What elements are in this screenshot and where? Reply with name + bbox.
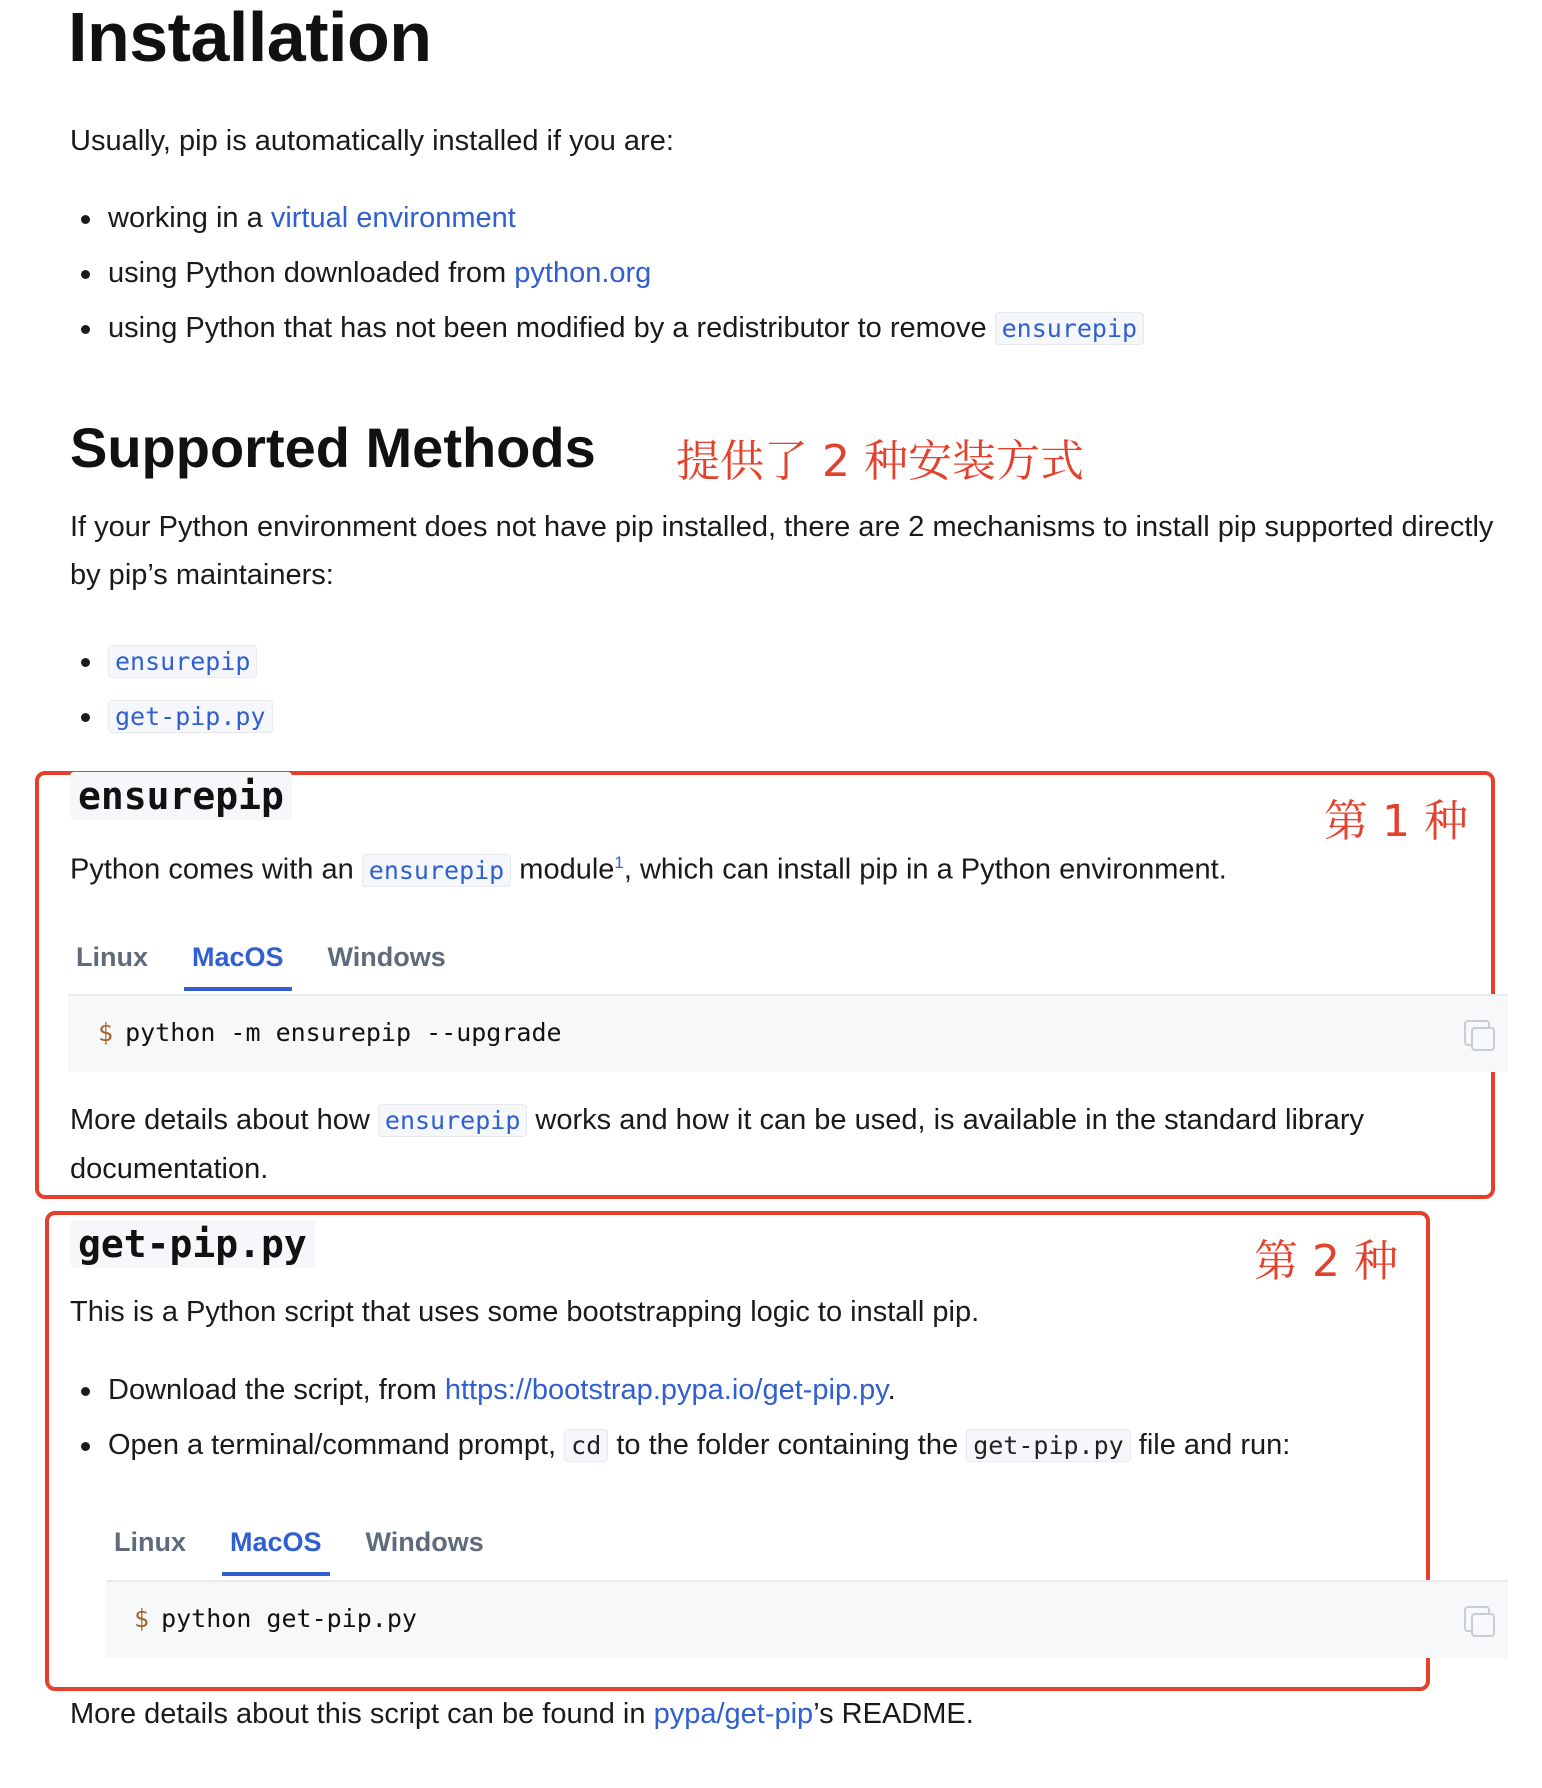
get-pip-steps-list: [70, 1363, 1290, 1473]
get-pip-more-details: More details about this script can be found in pypa/get-pip’s README.: [70, 1698, 974, 1730]
list-item: [70, 689, 273, 744]
list-item: Download the script, from https://bootstrap.pypa.io/get-pip.py.: [70, 1363, 1290, 1418]
ensurepip-heading: ensurepip: [70, 772, 292, 820]
get-pip-os-tabs: [106, 1527, 520, 1576]
virtual-environment-link[interactable]: virtual environment: [270, 202, 516, 234]
list-item: using Python downloaded from python.org: [70, 246, 1144, 301]
list-item: [70, 634, 273, 689]
cd-code: cd: [564, 1429, 608, 1462]
get-pip-method-link[interactable]: get-pip.py: [108, 700, 273, 733]
get-pip-readme-link[interactable]: pypa/get-pip: [653, 1698, 814, 1730]
ensurepip-code-block: [68, 994, 1508, 1072]
ensurepip-code: ensurepip: [362, 854, 511, 887]
get-pip-heading: get-pip.py: [70, 1220, 315, 1268]
annotation-method-1: 第 1 种: [1324, 796, 1468, 847]
supported-methods-heading: Supported Methods: [70, 416, 596, 479]
ensurepip-code: ensurepip: [995, 312, 1144, 345]
bootstrap-link[interactable]: https://bootstrap.pypa.io/get-pip.py: [444, 1374, 888, 1406]
annotation-two-methods: 提供了 2 种安装方式: [676, 436, 1084, 487]
ensurepip-os-tabs: [68, 942, 482, 991]
tab-windows[interactable]: Windows: [327, 942, 446, 972]
shell-prompt: $: [134, 1604, 150, 1633]
copy-icon[interactable]: [1464, 1606, 1490, 1632]
copy-icon[interactable]: [1464, 1020, 1490, 1046]
supported-methods-para: If your Python environment does not have pip installed, there are 2 mechanisms to install pip supported directly by pip’s maintainers:: [70, 511, 1494, 591]
get-pip-code: get-pip.py: [966, 1429, 1131, 1462]
install-intro: Usually, pip is automatically installed if you are:: [70, 125, 674, 157]
tab-linux[interactable]: Linux: [114, 1527, 186, 1557]
footnote-link[interactable]: 1: [614, 853, 624, 872]
install-conditions-list: [70, 191, 1144, 356]
ensurepip-more-details: More details about how ensurepip works and how it can be used, is available in the standard library documentation.: [70, 1104, 1364, 1185]
get-pip-para: This is a Python script that uses some bootstrapping logic to install pip.: [70, 1296, 980, 1328]
list-item: using Python that has not been modified by a redistributor to remove ensurepip: [70, 301, 1144, 356]
methods-list: [70, 634, 273, 744]
tab-macos[interactable]: MacOS: [222, 1527, 330, 1576]
annotation-method-2: 第 2 种: [1254, 1236, 1398, 1287]
tab-macos[interactable]: MacOS: [184, 942, 292, 991]
tab-linux[interactable]: Linux: [76, 942, 148, 972]
ensurepip-method-link[interactable]: ensurepip: [108, 645, 257, 678]
page-title: Installation: [68, 0, 432, 76]
list-item: Open a terminal/command prompt, cd to the folder containing the get-pip.py file and run:: [70, 1418, 1290, 1473]
get-pip-code-block: [106, 1580, 1508, 1658]
command-text: python -m ensurepip --upgrade: [125, 1018, 562, 1047]
list-item: working in a virtual environment: [70, 191, 1144, 246]
tab-windows[interactable]: Windows: [365, 1527, 484, 1557]
python-org-link[interactable]: python.org: [514, 257, 652, 289]
ensurepip-code: ensurepip: [378, 1104, 527, 1137]
ensurepip-para: Python comes with an ensurepip module$^1$, which can install pip in a Python environment.: [70, 853, 1227, 886]
command-text: python get-pip.py: [161, 1604, 417, 1633]
shell-prompt: $: [98, 1018, 114, 1047]
